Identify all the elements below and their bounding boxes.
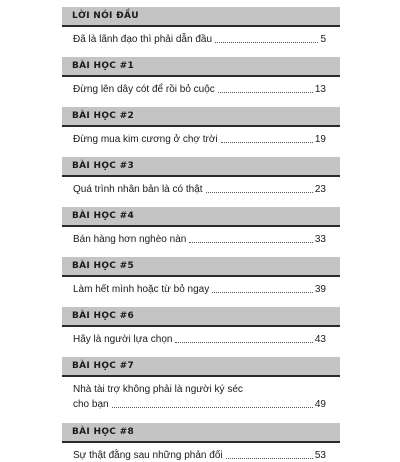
entry-title: Đừng lên dây cót để rồi bỏ cuộc <box>73 84 215 95</box>
page-number: 39 <box>314 284 326 295</box>
entry-title: Hãy là người lựa chọn <box>73 334 173 345</box>
section-heading-bar <box>62 107 340 127</box>
dot-leader <box>215 42 318 43</box>
section-heading: LỜI NÓI ĐẦU <box>72 11 139 21</box>
toc-entry-lesson-2 <box>62 107 340 146</box>
toc-row[interactable] <box>62 277 340 296</box>
toc-entry-lesson-6 <box>62 307 340 346</box>
toc-entry-lesson-5 <box>62 257 340 296</box>
dot-leader <box>212 292 313 293</box>
section-heading-bar <box>62 207 340 227</box>
page-number: 33 <box>314 234 326 245</box>
toc-entry-preface <box>62 7 340 46</box>
section-heading: BÀI HỌC #4 <box>72 211 135 221</box>
toc-row[interactable] <box>62 443 340 462</box>
toc-row[interactable] <box>62 77 340 96</box>
entry-title-line-1[interactable]: Nhà tài trợ không phải là người ký séc <box>73 384 243 395</box>
page-number: 53 <box>314 450 326 461</box>
dot-leader <box>206 192 313 193</box>
dot-leader <box>189 242 313 243</box>
section-heading-bar <box>62 357 340 377</box>
toc-row[interactable] <box>62 327 340 346</box>
section-heading-bar <box>62 157 340 177</box>
section-heading-bar <box>62 57 340 77</box>
dot-leader <box>226 458 313 459</box>
toc-row[interactable] <box>62 396 340 411</box>
section-heading: BÀI HỌC #8 <box>72 427 135 437</box>
toc-row[interactable] <box>62 27 340 46</box>
toc-row[interactable] <box>62 127 340 146</box>
entry-title: Quá trình nhân bản là có thật <box>73 184 203 195</box>
entry-title: Sự thật đằng sau những phản đối <box>73 450 223 461</box>
section-heading: BÀI HỌC #7 <box>72 361 135 371</box>
page-number: 5 <box>320 34 326 45</box>
section-heading-bar <box>62 257 340 277</box>
entry-title: Bán hàng hơn nghèo nàn <box>73 234 187 245</box>
toc-entry-lesson-8 <box>62 423 340 462</box>
page-number: 13 <box>314 84 326 95</box>
page-number: 23 <box>314 184 326 195</box>
toc-entry-lesson-4 <box>62 207 340 246</box>
section-heading: BÀI HỌC #1 <box>72 61 135 71</box>
section-heading: BÀI HỌC #5 <box>72 261 135 271</box>
dot-leader <box>221 142 313 143</box>
toc-entry-lesson-7 <box>62 357 340 411</box>
entry-title: Đã là lãnh đạo thì phải dẫn đầu <box>73 34 212 45</box>
toc-entry-lesson-1 <box>62 57 340 96</box>
dot-leader <box>112 407 313 408</box>
section-heading: BÀI HỌC #3 <box>72 161 135 171</box>
page-number: 19 <box>314 134 326 145</box>
page-number: 49 <box>314 399 326 410</box>
section-heading-bar <box>62 423 340 443</box>
section-heading: BÀI HỌC #6 <box>72 311 135 321</box>
toc-row[interactable] <box>62 177 340 196</box>
section-heading-bar <box>62 7 340 27</box>
dot-leader <box>175 342 312 343</box>
toc-row[interactable] <box>62 227 340 246</box>
entry-title: Đừng mua kim cương ở chợ trời <box>73 134 218 145</box>
toc-entry-lesson-3 <box>62 157 340 196</box>
dot-leader <box>218 92 313 93</box>
page-number: 43 <box>314 334 326 345</box>
section-heading-bar <box>62 307 340 327</box>
section-heading: BÀI HỌC #2 <box>72 111 135 121</box>
table-of-contents <box>62 7 340 462</box>
entry-title-line-2: cho bạn <box>73 399 109 410</box>
entry-title: Làm hết mình hoặc từ bỏ ngay <box>73 284 210 295</box>
